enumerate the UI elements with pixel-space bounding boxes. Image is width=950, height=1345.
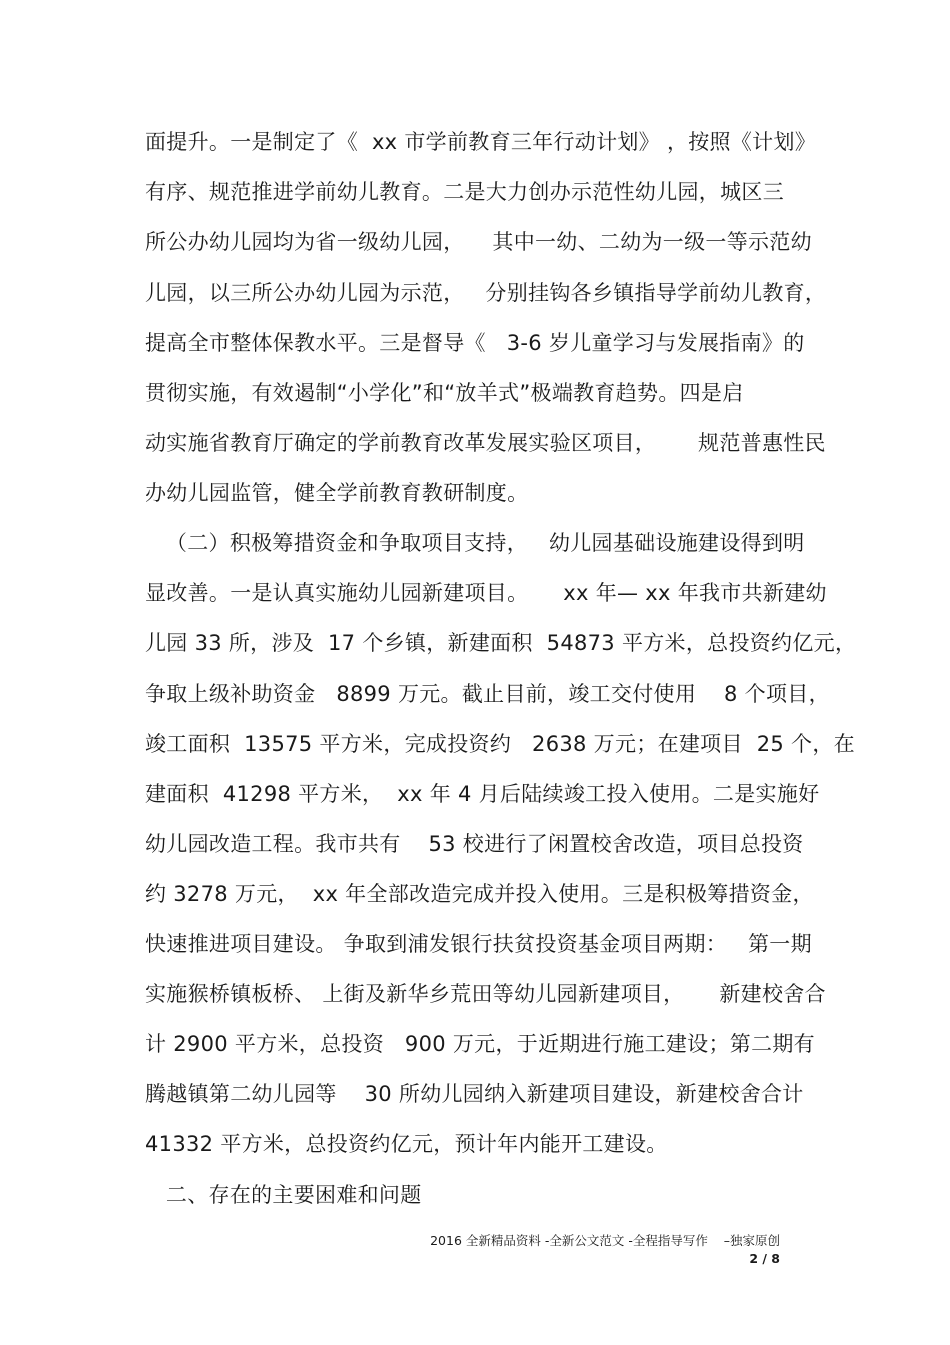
body-text-line: 贯彻实施，有效遏制“小学化”和“放羊式”极端教育趋势。四是启 bbox=[145, 381, 744, 405]
body-text-line: 计 2900 平方米，总投资 900 万元，于近期进行施工建设；第二期有 bbox=[145, 1032, 815, 1056]
section-heading: 二、存在的主要困难和问题 bbox=[145, 1183, 422, 1207]
body-text-line: 儿园 33 所，涉及 17 个乡镇，新建面积 54873 平方米，总投资约亿元， bbox=[145, 631, 857, 655]
body-text-line: 办幼儿园监管，健全学前教育教研制度。 bbox=[145, 481, 529, 505]
body-text-line: 实施猴桥镇板桥、 上街及新华乡荒田等幼儿园新建项目， 新建校舍合 bbox=[145, 982, 826, 1006]
body-text-line: 动实施省教育厅确定的学前教育改革发展实验区项目， 规范普惠性民 bbox=[145, 431, 826, 455]
body-text-line: 显改善。一是认真实施幼儿园新建项目。 xx 年— xx 年我市共新建幼 bbox=[145, 581, 827, 605]
body-text-line: 腾越镇第二幼儿园等 30 所幼儿园纳入新建项目建设，新建校舍合计 bbox=[145, 1082, 804, 1106]
body-text-line: 幼儿园改造工程。我市共有 53 校进行了闲置校舍改造，项目总投资 bbox=[145, 832, 804, 856]
body-text-line: 41332 平方米，总投资约亿元，预计年内能开工建设。 bbox=[145, 1132, 668, 1156]
body-text-line: 争取上级补助资金 8899 万元。截止目前，竣工交付使用 8 个项目， bbox=[145, 682, 830, 706]
body-text-line: 有序、规范推进学前幼儿教育。二是大力创办示范性幼儿园，城区三 bbox=[145, 180, 784, 204]
body-text-line: 快速推进项目建设。 争取到浦发银行扶贫投资基金项目两期： 第一期 bbox=[145, 932, 812, 956]
body-text-line: 建面积 41298 平方米， xx 年 4 月后陆续竣工投入使用。二是实施好 bbox=[145, 782, 820, 806]
body-text-line: 竣工面积 13575 平方米，完成投资约 2638 万元；在建项目 25 个，在 bbox=[145, 732, 855, 756]
body-text-line: 儿园，以三所公办幼儿园为示范， 分别挂钩各乡镇指导学前幼儿教育， bbox=[145, 281, 827, 305]
body-text-line: 面提升。一是制定了《 xx 市学前教育三年行动计划》 ，按照《计划》 bbox=[145, 130, 817, 154]
body-text-line: 提高全市整体保教水平。三是督导《 3-6 岁儿童学习与发展指南》的 bbox=[145, 331, 805, 355]
body-text-line: 约 3278 万元， xx 年全部改造完成并投入使用。三是积极筹措资金， bbox=[145, 882, 814, 906]
page-footer: 2016 全新精品资料 -全新公文范文 -全程指导写作 –独家原创 bbox=[430, 1233, 780, 1248]
page-number: 2 / 8 bbox=[749, 1251, 780, 1266]
body-text-line: 所公办幼儿园均为省一级幼儿园， 其中一幼、二幼为一级一等示范幼 bbox=[145, 230, 812, 254]
paragraph-heading-line: （二）积极筹措资金和争取项目支持， 幼儿园基础设施建设得到明 bbox=[145, 531, 805, 555]
